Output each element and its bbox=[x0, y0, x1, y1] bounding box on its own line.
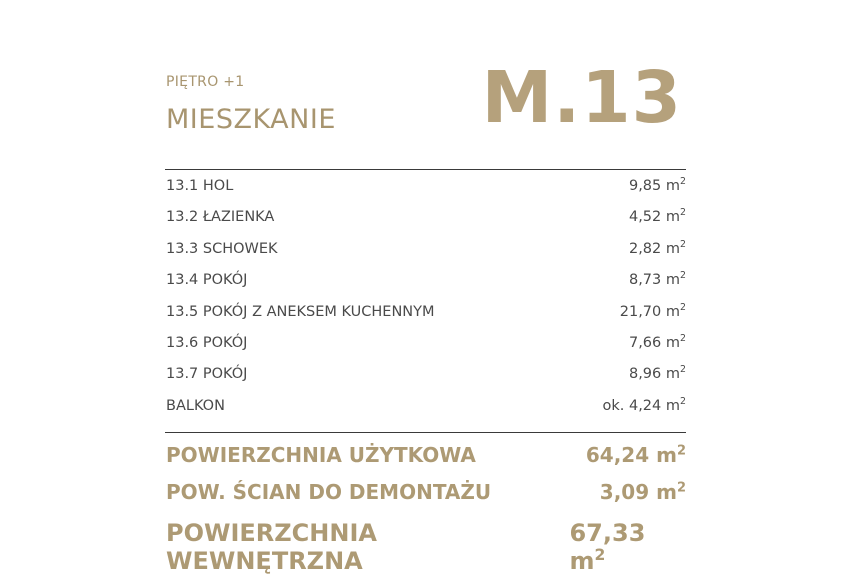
floor-label: PIĘTRO +1 bbox=[166, 74, 245, 90]
room-name: BALKON bbox=[166, 397, 225, 414]
room-area: 9,85 $m^2$ bbox=[628, 176, 686, 194]
usable-area-row bbox=[166, 443, 686, 480]
demolition-walls-value: 3,09 $m^2$ bbox=[599, 480, 686, 504]
room-row bbox=[166, 301, 686, 335]
unit-number: M.13 bbox=[481, 56, 682, 139]
internal-area-row bbox=[166, 519, 686, 575]
internal-area-label: POWIERZCHNIA WEWNĘTRZNA bbox=[166, 519, 377, 575]
demolition-walls-row bbox=[166, 480, 686, 519]
room-row bbox=[166, 272, 686, 303]
room-row bbox=[166, 178, 686, 209]
room-area: 8,96 $m^2$ bbox=[628, 364, 686, 383]
apartment-type-label: MIESZKANIE bbox=[166, 104, 336, 135]
room-area: ok. 4,24 $m^2$ bbox=[602, 395, 686, 414]
room-row bbox=[166, 366, 686, 397]
room-name: 13.6 POKÓJ bbox=[166, 334, 248, 351]
room-row bbox=[166, 335, 686, 366]
internal-area-value: 67,33 $m^2$ bbox=[569, 519, 646, 575]
room-name: 13.2 ŁAZIENKA bbox=[166, 209, 275, 226]
area-summary bbox=[166, 443, 686, 575]
room-area: 2,82 $m^2$ bbox=[628, 238, 686, 257]
room-area: 21,70 $m^2$ bbox=[619, 301, 686, 320]
room-name: 13.5 POKÓJ Z ANEKSEM KUCHENNYM bbox=[166, 303, 435, 320]
room-row bbox=[166, 238, 686, 272]
room-row bbox=[166, 395, 686, 429]
room-name: 13.3 SCHOWEK bbox=[166, 240, 278, 257]
room-name: 13.4 POKÓJ bbox=[166, 272, 248, 289]
room-row bbox=[166, 209, 686, 240]
room-list bbox=[166, 178, 686, 429]
demolition-walls-label: POW. ŚCIAN DO DEMONTAŻU bbox=[166, 480, 492, 504]
usable-area-label: POWIERZCHNIA UŻYTKOWA bbox=[166, 443, 476, 467]
room-area: 7,66 $m^2$ bbox=[628, 333, 686, 351]
room-name: 13.1 HOL bbox=[166, 178, 234, 194]
room-area: 8,73 $m^2$ bbox=[628, 270, 686, 289]
room-name: 13.7 POKÓJ bbox=[166, 366, 248, 383]
top-divider bbox=[165, 169, 686, 170]
summary-divider bbox=[165, 432, 686, 433]
room-area: 4,52 $m^2$ bbox=[628, 207, 686, 226]
usable-area-value: 64,24 $m^2$ bbox=[585, 443, 686, 467]
